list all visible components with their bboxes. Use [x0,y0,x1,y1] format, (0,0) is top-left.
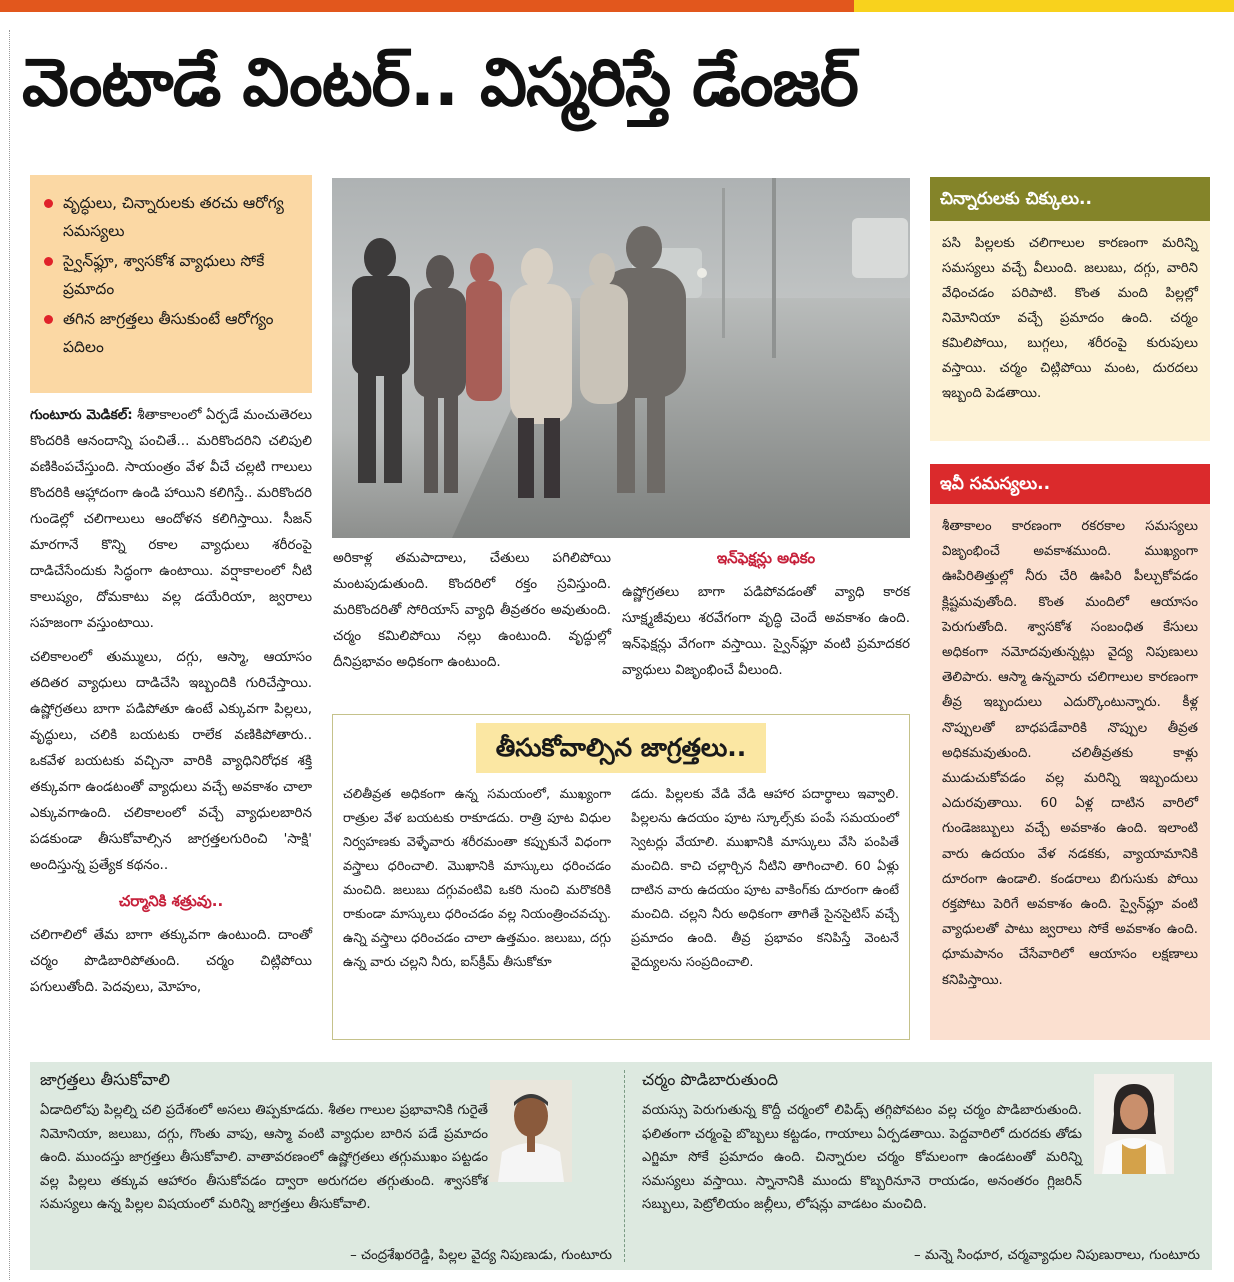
winter-fog-photo [332,178,910,538]
precautions-col-2: డదు. పిల్లలకు వేడి వేడి ఆహార పదార్థాలు ఇవ్వాలి. పిల్లలను ఉదయం పూట స్కూల్స్‌కు పంపే సమయంలో స్వెటర్లు వేయాలి. ముఖానికి మాస్కులు వేసి పంపితే మంచిది. కాచి చల్లార్చిన నీటిని తాగించాలి. 60 ఏళ్లు దాటిన వారు ఉదయం పూట వాకింగ్‌కు దూరంగా ఉంటే మంచిది. చల్లని నీరు అధికంగా తాగితే సైనసైటిస్ వచ్చే ప్రమాదం ఉంది. తీవ్ర ప్రభావం కనిపిస్తే వెంటనే వైద్యులను సంప్రదించాలి. [631,787,899,970]
article-para: చలిగాలిలో తేమ బాగా తక్కువగా ఉంటుంది. దాంతో చర్మం పొడిబారిపోతుంది. చర్మం చిట్లిపోయి పగులుతోంది. పెదవులు, మోహం, [30,927,312,995]
bullet-icon [44,199,53,208]
fog-scene-illustration [332,178,910,538]
expert-right-signature-wrap [630,1070,1206,1266]
expert-left-signature-wrap [30,1070,618,1266]
precautions-box [332,714,910,1040]
highlight-text: స్వైన్‌ఫ్లూ, శ్వాసకోశ వ్యాధులు సోకే ప్రమాదం [63,252,265,298]
expert-quotes-band [30,1062,1212,1270]
children-sidebar [930,177,1210,441]
highlight-item [44,189,302,245]
skin-subhead: చర్మానికి శత్రువు.. [118,892,224,910]
problems-sidebar-title: ఇవీ సమస్యలు.. [930,464,1210,504]
highlight-text: తగిన జాగ్రత్తలు తీసుకుంటే ఆరోగ్యం పదిలం [63,310,274,356]
expert-signature: – మన్నె సింధూర, చర్మవ్యాధుల నిపుణురాలు, గుంటూరు [913,1248,1200,1263]
left-column-rule [0,30,10,1280]
article-para: ఉష్ణోగ్రతలు బాగా పడిపోవడంతో వ్యాధి కారక సూక్ష్మజీవులు శరవేగంగా వృద్ధి చెందే అవకాశం ఉంది. ఇన్‌ఫెక్షన్లు వేగంగా వస్తాయి. స్వైన్‌ఫ్లూ వంటి ప్రమాదకర వ్యాధులు విజృంభించే వీలుంది. [622,584,910,678]
highlight-text: వృద్ధులు, చిన్నారులకు తరచు ఆరోగ్య సమస్యలు [63,194,284,240]
precautions-title: తీసుకోవాల్సిన జాగ్రత్తలు.. [476,723,767,773]
mid-column-a [333,545,611,683]
mid-column-b [622,545,910,691]
dateline: గుంటూరు మెడికల్: [30,407,133,423]
precautions-col-1: చలితీవ్రత అధికంగా ఉన్న సమయంలో, ముఖ్యంగా రాత్రుల వేళ బయటకు రాకూడదు. రాత్రి పూట విధుల నిర్వహణకు వెళ్ళేవారు శరీరమంతా కప్పుకునే విధంగా వస్త్రాలు ధరించాలి. మొఖానికి మాస్కులు ధరించడం మంచిది. జలుబు దగ్గువంటివి ఒకరి నుంచి మరొకరికి రాకుండా మాస్కులు ధరించడం వల్ల నియంత్రించవచ్చు. ఉన్ని వస్త్రాలు ధరించడం చాలా ఉత్తమం. జలుబు, దగ్గు ఉన్న వారు చల్లని నీరు, ఐస్‌క్రీమ్ తీసుకోకూ [343,787,611,970]
problems-sidebar-text: శీతాకాలం కారణంగా రకరకాల సమస్యలు విజృంభించే అవకాశముంది. ముఖ్యంగా ఊపిరితిత్తుల్లో నీరు చేరి ఊపిరి పీల్చుకోవడం క్లిష్టమవుతోంది. కొంత మందిలో ఆయాసం పెరుగుతోంది. శ్వాసకోశ సంబంధిత కేసులు అధికంగా నమోదవుతున్నట్లు వైద్య నిపుణులు తెలిపారు. ఆస్మా ఉన్నవారు చలిగాలుల కారణంగా తీవ్ర ఇబ్బందులు ఎదుర్కొంటున్నారు. కీళ్ల నొప్పులతో బాధపడేవారికి నొప్పుల తీవ్రత అధికమవుతుంది. చలితీవ్రతకు కాళ్లు ముడుచుకోవడం వల్ల మరిన్ని ఇబ్బందులు ఎదురవుతాయి. 60 ఏళ్ల దాటిన వారిలో గుండెజబ్బులు వచ్చే అవకాశం ఉంది. ఇలాంటి వారు ఉదయం వేళ నడకకు, వ్యాయామానికి దూరంగా ఉండాలి. కండరాలు బిగుసుకు పోయి రక్తపోటు పెరిగే అవకాశం ఉంది. స్వైన్‌ఫ్లూ వంటి వ్యాధులతో పాటు జ్వరాలు సోకే అవకాశం ఉంది. ధూమపానం చేసేవారిలో ఆయాసం లక్షణాలు కనిపిస్తాయి. [942,519,1198,988]
highlights-box [30,175,312,393]
bullet-icon [44,257,53,266]
left-article-column [30,402,312,1008]
article-para [30,402,312,636]
expert-quote-text: వయస్సు పెరుగుతున్న కొద్దీ చర్మంలో లిపిడ్స్ తగ్గిపోవటం వల్ల చర్మం పొడిబారుతుంది. ఫలితంగా చర్మంపై బొబ్బలు కట్టడం, గాయాలు ఏర్పడతాయి. పెద్దవారిలో దురదకు తోడు ఎగ్జిమా సోకే ప్రమాదం ఉంది. చిన్నారుల చర్మం కోమలంగా ఉండటంతో మరిన్ని సమస్యలు వస్తాయి. స్నానానికి ముందు కొబ్బరినూనె రాయడం, అనంతరం గ్లిజరిన్ సబ్బులు, పెట్రోలియం జల్లీలు, లోషన్లు వాడటం మంచిది. [642,1103,1082,1212]
highlight-item [44,247,302,303]
para-text: శీతాకాలంలో ఏర్పడే మంచుతెరలు కొందరికి ఆనందాన్ని పంచితే... మరికొందరిని చలిపులి వణికింపచేస్తుంది. సాయంత్రం వేళ వీచే చల్లటి గాలులు కొందరికి ఆహ్లాదంగా ఉండి హాయిని కలిగిస్తే.. మరికొందరి గుండెల్లో చలిగాలులు ఆందోళన కలిగిస్తాయి. సీజన్ మారగానే కొన్ని రకాల వ్యాధులు శరీరంపై దాడిచేసేందుకు సిద్ధంగా ఉంటాయి. వర్షాకాలంలో నీటి కాలుష్యం, దోమకాటు వల్ల డయేరియా, జ్వరాలు సహజంగా వస్తుంటాయి. [30,407,313,631]
bullet-icon [44,315,53,324]
problems-sidebar [930,464,1210,1040]
top-yellow-strip [854,0,1234,12]
article-para: చలికాలంలో తుమ్ములు, దగ్గు, ఆస్మా, ఆయాసం తదితర వ్యాధులు దాడిచేసి ఇబ్బందికి గురిచేస్తాయి. ఉష్ణోగ్రతలు బాగా పడిపోతూ ఉంటే ఎక్కువగా పిల్లలు, వృద్ధులు, చలికి బయటకు రాలేక వణికిపోతారు.. ఒకవేళ బయటకు వచ్చినా వారికి వ్యాధినిరోధక శక్తి తక్కువగా ఉండటంతో వ్యాధులు వచ్చే అవకాశం చాలా ఎక్కువగాఉంది. చలికాలంలో వచ్చే వ్యాధులబారిన పడకుండా తీసుకోవాల్సిన జాగ్రత్తలగురించి 'సాక్షి' అందిస్తున్న ప్రత్యేక కథనం.. [30,649,312,873]
panel-divider [624,1070,625,1262]
infection-subhead: ఇన్‌ఫెక్షన్లు అధికం [716,549,816,567]
expert-signature: – చంద్రశేఖరరెడ్డి, పిల్లల వైద్య నిపుణుడు, గుంటూరు [350,1248,612,1263]
children-sidebar-title: చిన్నారులకు చిక్కులు.. [930,177,1210,221]
highlight-item [44,305,302,361]
article-para: అరికాళ్ల తమపాదాలు, చేతులు పగిలిపోయి మంటపుడుతుంది. కొందరిలో రక్తం స్రవిస్తుంది. మరికొందరితో సోరియాస్ వ్యాధి తీవ్రతరం అవుతుంది. చర్మం కమిలిపోయి నల్లు ఉంటుంది. వృద్ధుల్లో దీనిప్రభావం అధికంగా ఉంటుంది. [333,550,611,670]
expert-quote-title: జాగ్రత్తలు తీసుకోవాలి [40,1070,170,1089]
expert-quote-text: ఏడాదిలోపు పిల్లల్ని చలి ప్రదేశంలో అసలు తిప్పకూడదు. శీతల గాలుల ప్రభావానికి గురైతే నిమోనియా, జలుబు, దగ్గు, గొంతు వాపు, ఆస్మా వంటి వ్యాధుల బారిన పడే ప్రమాదం ఉంది. ముందస్తు జాగ్రత్తలు తీసుకోవాలి. వాతావరణంలో ఉష్ణోగ్రతలు తగ్గుముఖం పట్టడం వల్ల పిల్లలు తక్కువ ఆహారం తీసుకోవడం ద్వారా అరుగదల తగ్గుతుంది. శ్వాసకోశ సమస్యలు ఉన్న పిల్లల విషయంలో మరిన్ని జాగ్రత్తలు తీసుకోవాలి. [40,1103,488,1212]
children-sidebar-text: పసి పిల్లలకు చలిగాలుల కారణంగా మరిన్ని సమస్యలు వచ్చే వీలుంది. జలుబు, దగ్గు, వారిని వేధించడం పరిపాటి. కొంత మంది పిల్లల్లో నిమోనియా వచ్చే ప్రమాదం ఉంది. చర్మం కమిలిపోయి, బుగ్గలు, శరీరంపై కురుపులు వస్తాయి. చర్మం చిట్లిపోయి మంట, దురదలు ఇబ్బంది పెడతాయి. [942,236,1198,401]
headline: వెంటాడే వింటర్.. విస్మరిస్తే డేంజర్ [22,44,858,121]
top-color-bar [0,0,1234,12]
expert-quote-title: చర్మం పొడిబారుతుంది [642,1070,779,1089]
